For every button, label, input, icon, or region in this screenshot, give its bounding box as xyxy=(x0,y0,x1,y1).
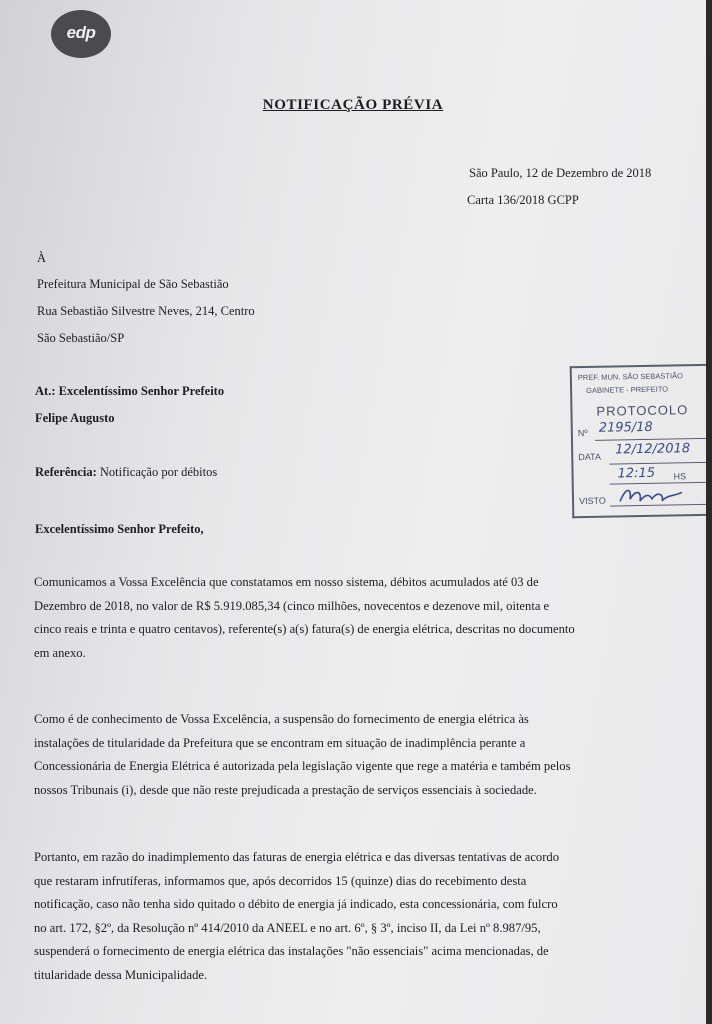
reference-text: Notificação por débitos xyxy=(99,465,218,479)
stamp-visto-label: VISTO xyxy=(578,495,606,507)
stamp-rule xyxy=(609,462,706,465)
stamp-time-unit: HS xyxy=(673,471,687,482)
paragraph-line: Portanto, em razão do inadimplemento das faturas de energia elétrica e das diversas tentativas de acordo xyxy=(34,850,560,864)
paragraph-line: notificação, caso não tenha sido quitado o débito de energia já indicado, esta concessionária, com fulcro xyxy=(34,897,558,911)
stamp-line-1: PREF. MUN. SÃO SEBASTIÃO xyxy=(577,371,683,383)
paragraph-line: Como é de conhecimento de Vossa Excelência, a suspensão do fornecimento de energia elétrica às xyxy=(34,712,529,726)
paragraph-line: cinco reais e trinta e quatro centavos), referente(s) a(s) fatura(s) de energia elétrica, descritas no documento xyxy=(34,622,575,636)
salutation: Excelentíssimo Senhor Prefeito, xyxy=(35,522,204,536)
stamp-number-label: Nº xyxy=(577,427,588,439)
protocol-stamp xyxy=(570,364,706,518)
recipient-org: Prefeitura Municipal de São Sebastião xyxy=(37,277,229,291)
paragraph-line: que restaram infrutíferas, informamos que, após decorridos 15 (quinze) dias do recebimento desta xyxy=(34,873,527,888)
letter-number: Carta 136/2018 GCPP xyxy=(467,193,579,207)
stamp-time-value: 12:15 xyxy=(617,465,656,482)
stamp-line-2: GABINETE - PREFEITO xyxy=(586,384,669,395)
recipient-city: São Sebastião/SP xyxy=(37,331,125,345)
place-date: São Paulo, 12 de Dezembro de 2018 xyxy=(469,166,652,180)
document-title: NOTIFICAÇÃO PRÉVIA xyxy=(262,97,444,113)
paragraph-line: nossos Tribunais (i), desde que não reste prejudicada a prestação de serviços essenciais à sociedade. xyxy=(34,782,537,797)
attention-name: Felipe Augusto xyxy=(35,411,115,425)
edp-logo: edp xyxy=(51,10,111,58)
paragraph-line: Dezembro de 2018, no valor de R$ 5.919.085,34 (cinco milhões, novecentos e dezenove mil, oitenta e xyxy=(34,598,550,613)
paragraph-3 xyxy=(34,846,706,987)
paragraph-line: titularidade dessa Municipalidade. xyxy=(34,967,208,982)
recipient-to: À xyxy=(37,251,47,265)
reference-label: Referência: xyxy=(35,465,97,479)
paragraph-line: instalações de titularidade da Prefeitura que se encontram em situação de inadimplência perante a xyxy=(34,735,526,750)
paragraph-line: em anexo. xyxy=(34,645,86,660)
paragraph-line: Comunicamos a Vossa Excelência que constatamos em nosso sistema, débitos acumulados até 03 de xyxy=(34,575,539,589)
stamp-date-value: 12/12/2018 xyxy=(615,441,691,458)
paragraph-line: no art. 172, §2º, da Resolução nº 414/2010 da ANEEL e no art. 6º, § 3º, inciso II, da Lei nº 8.987/95, xyxy=(34,920,541,935)
attention-label: At.: Excelentíssimo Senhor Prefeito xyxy=(35,384,225,398)
stamp-heading: PROTOCOLO xyxy=(596,402,689,419)
paragraph-2 xyxy=(34,708,706,802)
reference-line xyxy=(35,465,217,480)
stamp-number-value: 2195/18 xyxy=(598,419,653,436)
paragraph-1 xyxy=(34,571,706,665)
recipient-street: Rua Sebastião Silvestre Neves, 214, Centro xyxy=(37,304,255,318)
paragraph-line: Concessionária de Energia Elétrica é autorizada pela legislação vigente que rege a matéria e também pelos xyxy=(34,759,571,773)
stamp-date-label: DATA xyxy=(578,451,602,463)
paragraph-line: suspenderá o fornecimento de energia elétrica das instalações "não essenciais" acima mencionadas, de xyxy=(34,944,549,958)
